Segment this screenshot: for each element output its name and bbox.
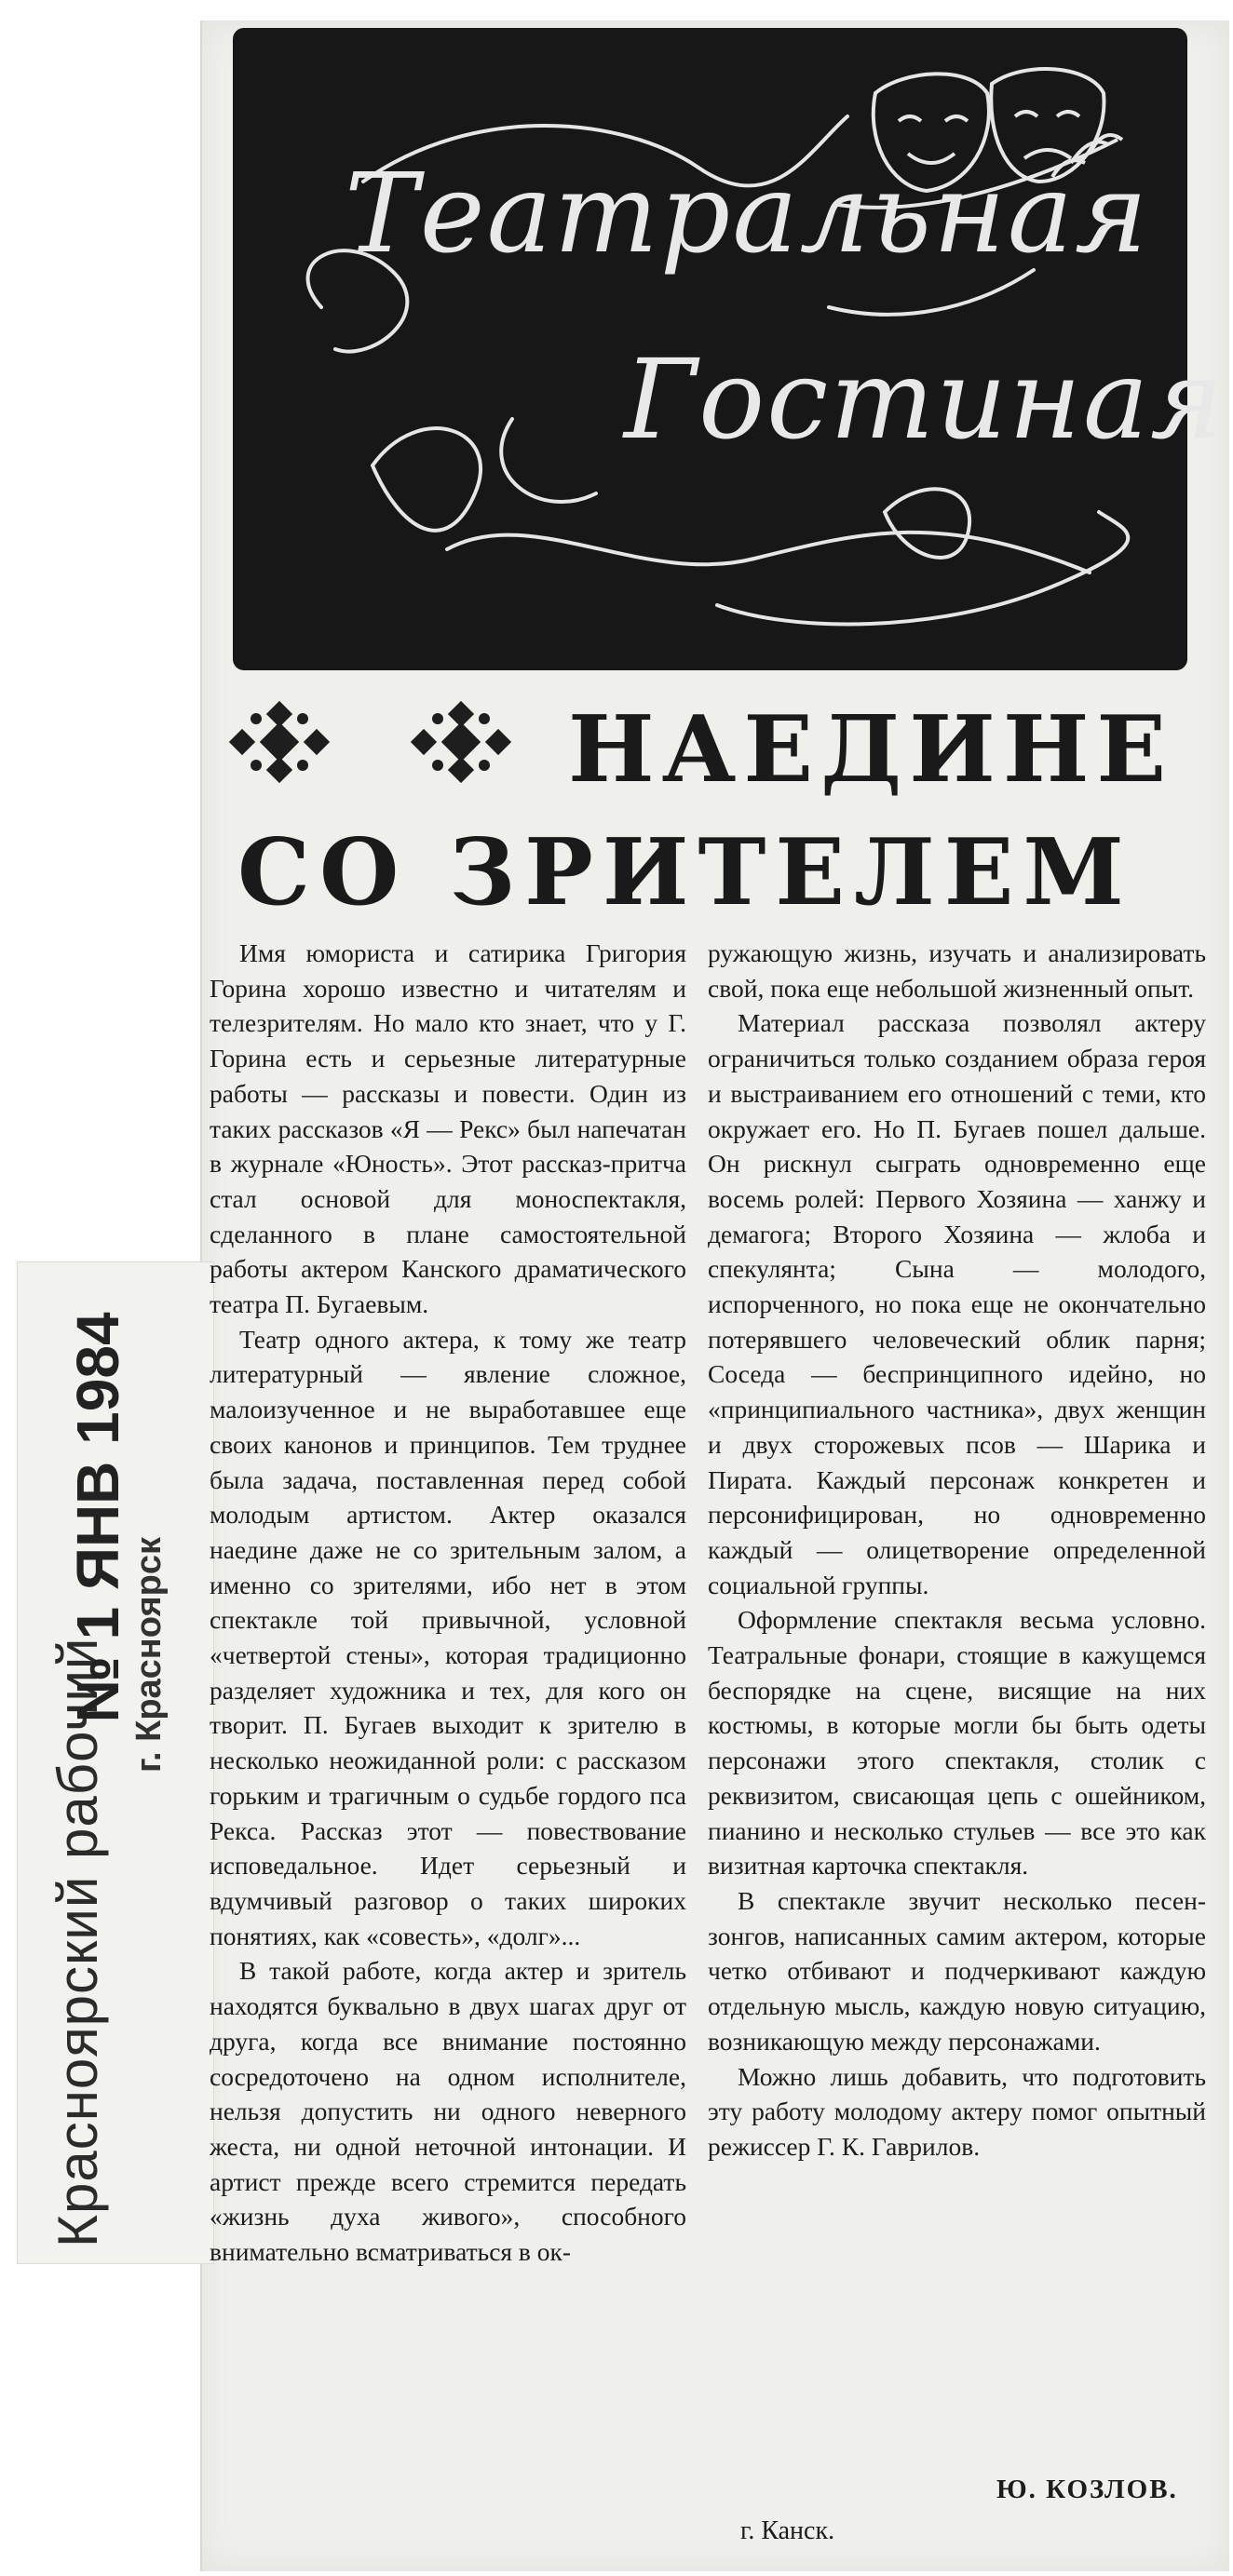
- article-author: Ю. КОЗЛОВ.: [996, 2475, 1178, 2504]
- article-paragraph: ружающую жизнь, изучать и анализировать свой, пока еще небольшой жизненный опыт.: [708, 938, 1206, 1003]
- article-paragraph: Оформление спектакля весьма условно. Театральные фонари, стоящие в кажущемся беспорядке на сцене, висящие на них костюмы, в которые могли бы быть одеты персонажи этого спектакля, столик с реквизитом, свисающая цепь с ошейником, пианино и несколько стульев — все это как визитная карточка спектакля.: [708, 1605, 1206, 1881]
- stamp-date: № 1 ЯНВ 1984: [64, 1312, 131, 1723]
- stamp-newspaper-name: Красноярский рабочий: [47, 1637, 109, 2247]
- article-paragraph: Имя юмориста и сатирика Григория Горина хорошо известно и читателям и телезрителям. Но мало кто знает, что у Г. Горина есть и серьезные литературные работы — рассказы и повести. Один из таких рассказов «Я — Рекс» был напечатан в журнале «Юность». Этот рассказ-притча стал основой для моноспектакля, сделанного в плане самостоятельной работы актером Канского драматического театра П. Бугаевым.: [210, 938, 686, 1319]
- article-column-right: [708, 936, 1206, 2165]
- article-place: г. Канск.: [740, 2516, 835, 2545]
- headline-line1: НАЕДИНЕ: [568, 696, 1174, 803]
- headline-line2: СО ЗРИТЕЛЕМ: [237, 819, 1133, 926]
- banner-title-line1: Театральная: [345, 149, 1150, 277]
- section-banner: [233, 28, 1226, 670]
- banner-title-line2: Гостиная: [624, 335, 1226, 464]
- article-paragraph: В спектакле звучит несколько песен-зонгов, написанных самим актером, которые четко отбивают и подчеркивают каждую отдельную мысль, каждую новую ситуацию, возникающую между персонажами.: [708, 1885, 1206, 2056]
- article-paragraph: Можно лишь добавить, что подготовить эту работу молодому актеру помог опытный режиссер Г. К. Гаврилов.: [708, 2061, 1206, 2161]
- article-paragraph: Театр одного актера, к тому же театр литературный — явление сложное, малоизученное и не выработавшее еще своих канонов и принципов. Тем труднее была задача, поставленная перед собой молодым артистом. Актер оказался наедине даже не со зрительным залом, а именно со зрителями, ибо нет в этом спектакле той привычной, условной «четвертой стены», которая традиционно разделяет художника и тех, для кого он творит. П. Бугаев выходит к зрителю в несколько неожиданной роли: с рассказом горьким и трагичным о судьбе гордого пса Рекса. Рассказ этот — повествование исповедальное. Идет серьезный и вдумчивый разговор о таких широких понятиях, как «совесть», «долг»...: [210, 1324, 686, 1950]
- ornament-icon: [410, 700, 512, 784]
- article-paragraph: Материал рассказа позволял актеру ограничиться только созданием образа героя и выстраиванием его отношений с теми, кто окружает его. Но П. Бугаев пошел дальше. Он рискнул сыграть одновременно еще восемь ролей: Первого Хозяина — ханжу и демагога; Второго Хозяина — жлоба и спекулянта; Сына — молодого, испорченного, но пока еще не окончательно потерявшего человеческий облик парня; Соседа — беспринципного идейно, но «принципиального частника», двух женщин и двух сторожевых псов — Шарика и Пирата. Каждый персонаж конкретен и персонифицирован, но одновременно каждый — олицетворение определенной социальной группы.: [708, 1008, 1206, 1599]
- stamp-date-wrap: [42, 1257, 154, 1778]
- article-column-left: [210, 936, 686, 2270]
- ornament-icon: [228, 700, 331, 784]
- article-paragraph: В такой работе, когда актер и зритель находятся буквально в двух шагах друг от друга, когда все внимание постоянно сосредоточено на одном исполнителе, нельзя допустить ни одного неверного жеста, ни одной неточной интонации. И артист прежде всего стремится передать «жизнь духа живого», способного внимательно всматриваться в ок-: [210, 1956, 686, 2267]
- stamp-city: г. Красноярск: [129, 1536, 169, 1773]
